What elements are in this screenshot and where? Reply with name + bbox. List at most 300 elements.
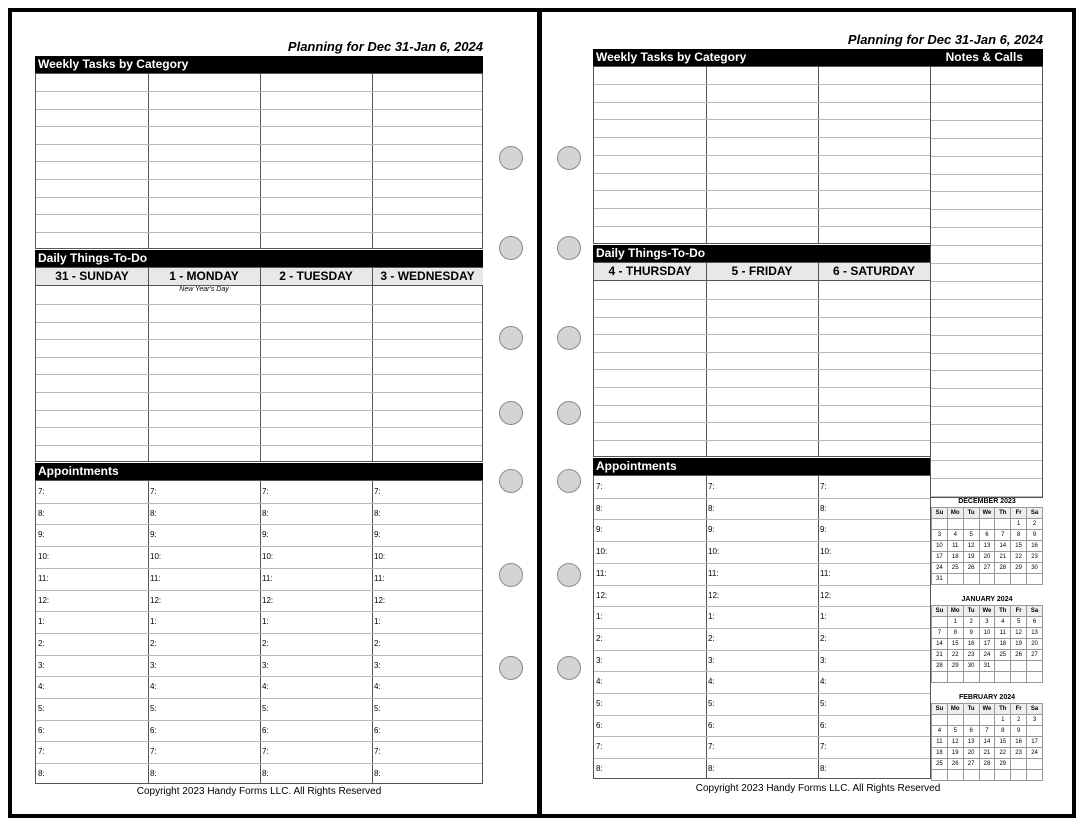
hour-label: 12: [262, 596, 274, 605]
rule-line [36, 763, 482, 764]
calendar-day: 8 [995, 726, 1011, 737]
hour-label: 8: [150, 509, 157, 518]
column-divider [372, 481, 373, 783]
hour-label: 11: [262, 574, 273, 583]
hour-label: 5: [820, 699, 827, 708]
rule-line [36, 357, 482, 358]
hour-label: 9: [38, 530, 45, 539]
rule-line [594, 693, 930, 694]
calendar-day: 30 [1027, 563, 1043, 574]
calendar-day [932, 715, 948, 726]
hour-label: 11: [38, 574, 49, 583]
rule-line [594, 715, 930, 716]
rule-line [931, 299, 1042, 300]
calendar-day [963, 770, 979, 781]
calendar-day: 10 [979, 628, 995, 639]
rule-line [594, 208, 930, 209]
hour-label: 12: [38, 596, 50, 605]
binder-hole [557, 236, 581, 260]
calendar-weekday: Tu [963, 508, 979, 519]
rule-line [36, 503, 482, 504]
hour-label: 5: [596, 699, 603, 708]
calendar-day: 3 [932, 530, 948, 541]
calendar-day: 13 [963, 737, 979, 748]
rule-line [36, 322, 482, 323]
calendar-weekday: Tu [963, 606, 979, 617]
rule-line [594, 387, 930, 388]
rule-line [36, 568, 482, 569]
hour-label: 7: [708, 482, 715, 491]
calendar-day: 3 [979, 617, 995, 628]
column-divider [706, 263, 707, 456]
rule-line [594, 628, 930, 629]
rule-line [36, 590, 482, 591]
calendar-day [1011, 672, 1027, 683]
calendar-day [947, 519, 963, 530]
calendar-day: 7 [932, 628, 948, 639]
hour-label: 4: [820, 677, 827, 686]
calendar-day [963, 715, 979, 726]
binder-hole [499, 469, 523, 493]
hour-label: 3: [38, 661, 45, 670]
hour-label: 9: [374, 530, 381, 539]
left-daily-todo-grid[interactable] [35, 267, 483, 462]
calendar-day: 4 [947, 530, 963, 541]
hour-label: 9: [262, 530, 269, 539]
calendar-day: 29 [947, 661, 963, 672]
hour-label: 11: [708, 569, 719, 578]
left-page-title: Planning for Dec 31-Jan 6, 2024 [287, 39, 483, 54]
calendar-day [947, 715, 963, 726]
rule-line [594, 226, 930, 227]
hour-label: 7: [150, 487, 157, 496]
calendar-day: 11 [947, 541, 963, 552]
hour-label: 3: [820, 656, 827, 665]
calendar-day: 24 [1027, 748, 1043, 759]
calendar-day [963, 574, 979, 585]
hour-label: 6: [708, 721, 715, 730]
calendar-day: 18 [995, 639, 1011, 650]
left-weekly-tasks-grid[interactable] [35, 73, 483, 249]
rule-line [594, 137, 930, 138]
hour-label: 10: [262, 552, 274, 561]
rule-line [931, 263, 1042, 264]
calendar-day: 19 [1011, 639, 1027, 650]
rule-line [594, 606, 930, 607]
hour-label: 12: [596, 591, 608, 600]
hour-label: 5: [150, 704, 157, 713]
calendar-day: 12 [963, 541, 979, 552]
hour-label: 4: [38, 682, 45, 691]
calendar-day: 22 [995, 748, 1011, 759]
hour-label: 4: [262, 682, 269, 691]
hour-label: 2: [262, 639, 269, 648]
calendar-day: 28 [979, 759, 995, 770]
hour-label: 7: [38, 747, 45, 756]
calendar-day: 15 [1011, 541, 1027, 552]
calendar-day: 19 [963, 552, 979, 563]
hour-label: 9: [150, 530, 157, 539]
calendar-day: 18 [932, 748, 948, 759]
calendar-weekday: Th [995, 606, 1011, 617]
rule-line [594, 650, 930, 651]
hour-label: 8: [262, 509, 269, 518]
hour-label: 5: [262, 704, 269, 713]
left-appointments-header: Appointments [35, 463, 483, 480]
binder-hole [557, 146, 581, 170]
rule-line [36, 126, 482, 127]
rule-line [594, 671, 930, 672]
calendar-day: 13 [1027, 628, 1043, 639]
calendar-day: 23 [1011, 748, 1027, 759]
binder-hole [499, 401, 523, 425]
hour-label: 7: [708, 742, 715, 751]
hour-label: 2: [596, 634, 603, 643]
binder-hole [557, 469, 581, 493]
left-appointments-grid[interactable] [35, 480, 483, 784]
calendar-table [931, 507, 1043, 585]
rule-line [931, 120, 1042, 121]
right-weekly-tasks-grid[interactable] [593, 66, 931, 244]
hour-label: 1: [262, 617, 269, 626]
right-daily-todo-header: Daily Things-To-Do [593, 245, 931, 262]
hour-label: 7: [596, 482, 603, 491]
calendar-weekday: Su [932, 606, 948, 617]
rule-line [594, 299, 930, 300]
calendar-day: 27 [1027, 650, 1043, 661]
hour-label: 2: [708, 634, 715, 643]
hour-label: 10: [38, 552, 50, 561]
calendar-table [931, 605, 1043, 683]
calendar-day [1011, 770, 1027, 781]
calendar-day: 28 [932, 661, 948, 672]
hour-label: 5: [708, 699, 715, 708]
calendar-day: 22 [947, 650, 963, 661]
calendar-day: 14 [932, 639, 948, 650]
calendar-day: 15 [947, 639, 963, 650]
hour-label: 2: [38, 639, 45, 648]
rule-line [931, 156, 1042, 157]
hour-label: 9: [820, 525, 827, 534]
calendar-weekday: Mo [947, 508, 963, 519]
hour-label: 10: [708, 547, 720, 556]
mini-calendar-december [931, 497, 1043, 585]
right-appointments-header: Appointments [593, 458, 931, 475]
rule-line [931, 317, 1042, 318]
rule-line [36, 304, 482, 305]
calendar-day: 6 [979, 530, 995, 541]
hour-label: 11: [820, 569, 831, 578]
calendar-day [932, 519, 948, 530]
calendar-day: 20 [1027, 639, 1043, 650]
notes-calls-grid[interactable] [930, 66, 1043, 498]
calendar-day [979, 574, 995, 585]
hour-label: 3: [596, 656, 603, 665]
calendar-day: 21 [932, 650, 948, 661]
hour-label: 10: [150, 552, 162, 561]
rule-line [931, 406, 1042, 407]
right-copyright: Copyright 2023 Handy Forms LLC. All Rights Reserved [695, 783, 941, 794]
calendar-day: 1 [995, 715, 1011, 726]
day-header-saturday: 6 - SATURDAY [818, 263, 930, 281]
rule-line [36, 427, 482, 428]
rule-line [36, 161, 482, 162]
calendar-day: 13 [979, 541, 995, 552]
hour-label: 8: [596, 764, 603, 773]
hour-label: 3: [150, 661, 157, 670]
calendar-day: 27 [979, 563, 995, 574]
calendar-weekday: Fr [1011, 606, 1027, 617]
calendar-day: 20 [963, 748, 979, 759]
calendar-day [947, 770, 963, 781]
rule-line [931, 478, 1042, 479]
hour-label: 12: [708, 591, 720, 600]
rule-line [36, 374, 482, 375]
calendar-day: 23 [963, 650, 979, 661]
calendar-day [1027, 759, 1043, 770]
rule-line [931, 460, 1042, 461]
calendar-day: 26 [963, 563, 979, 574]
calendar-day: 14 [995, 541, 1011, 552]
hour-label: 12: [150, 596, 162, 605]
calendar-day [995, 770, 1011, 781]
rule-line [36, 197, 482, 198]
rule-line [594, 173, 930, 174]
hour-label: 10: [820, 547, 832, 556]
column-divider [818, 476, 819, 778]
calendar-weekday: Th [995, 508, 1011, 519]
calendar-day: 8 [947, 628, 963, 639]
rule-line [594, 352, 930, 353]
hour-label: 7: [262, 487, 269, 496]
binder-hole [557, 563, 581, 587]
rule-line [594, 102, 930, 103]
rule-line [931, 335, 1042, 336]
rule-line [36, 741, 482, 742]
hour-label: 1: [38, 617, 45, 626]
calendar-day [963, 519, 979, 530]
binder-hole [557, 326, 581, 350]
calendar-day: 11 [932, 737, 948, 748]
hour-label: 3: [708, 656, 715, 665]
hour-label: 8: [38, 509, 45, 518]
hour-label: 1: [150, 617, 157, 626]
hour-label: 3: [262, 661, 269, 670]
calendar-day: 16 [1011, 737, 1027, 748]
binder-hole [499, 236, 523, 260]
calendar-day: 5 [947, 726, 963, 737]
hour-label: 10: [596, 547, 608, 556]
calendar-day: 23 [1027, 552, 1043, 563]
hour-label: 9: [708, 525, 715, 534]
rule-line [36, 109, 482, 110]
calendar-weekday: We [979, 606, 995, 617]
rule-line [36, 410, 482, 411]
calendar-day [979, 519, 995, 530]
day-header-tuesday: 2 - TUESDAY [260, 268, 372, 286]
binder-hole [557, 656, 581, 680]
calendar-day: 9 [963, 628, 979, 639]
calendar-day [932, 617, 948, 628]
hour-label: 7: [374, 747, 381, 756]
calendar-weekday: Fr [1011, 704, 1027, 715]
calendar-day: 28 [995, 563, 1011, 574]
hour-label: 8: [820, 504, 827, 513]
calendar-day: 12 [1011, 628, 1027, 639]
column-divider [260, 268, 261, 461]
rule-line [36, 445, 482, 446]
calendar-day: 2 [1011, 715, 1027, 726]
calendar-day: 22 [1011, 552, 1027, 563]
rule-line [594, 519, 930, 520]
day-header-wednesday: 3 - WEDNESDAY [372, 268, 483, 286]
hour-label: 7: [820, 742, 827, 751]
hour-label: 1: [708, 612, 715, 621]
right-weekly-tasks-label: Weekly Tasks by Category [596, 50, 747, 64]
hour-label: 3: [374, 661, 381, 670]
calendar-day: 17 [1027, 737, 1043, 748]
hour-label: 8: [708, 504, 715, 513]
rule-line [36, 546, 482, 547]
calendar-day: 7 [995, 530, 1011, 541]
hour-label: 4: [374, 682, 381, 691]
calendar-weekday: Sa [1027, 704, 1043, 715]
calendar-day [995, 672, 1011, 683]
rule-line [931, 174, 1042, 175]
rule-line [36, 698, 482, 699]
column-divider [148, 268, 149, 461]
calendar-day: 17 [979, 639, 995, 650]
calendar-day [979, 770, 995, 781]
calendar-day: 4 [995, 617, 1011, 628]
calendar-day: 9 [1011, 726, 1027, 737]
calendar-day [932, 770, 948, 781]
binder-hole [499, 656, 523, 680]
calendar-title: JANUARY 2024 [961, 596, 1013, 603]
day-header-monday: 1 - MONDAY [148, 268, 260, 286]
column-divider [372, 268, 373, 461]
rule-line [594, 585, 930, 586]
calendar-day [947, 672, 963, 683]
calendar-day: 26 [1011, 650, 1027, 661]
hour-label: 6: [150, 726, 157, 735]
rule-line [36, 339, 482, 340]
calendar-day: 14 [979, 737, 995, 748]
day-header-thursday: 4 - THURSDAY [594, 263, 706, 281]
calendar-day: 9 [1027, 530, 1043, 541]
left-weekly-tasks-header: Weekly Tasks by Category [35, 56, 483, 73]
calendar-day: 19 [947, 748, 963, 759]
rule-line [36, 91, 482, 92]
hour-label: 8: [596, 504, 603, 513]
calendar-day [995, 519, 1011, 530]
calendar-title: FEBRUARY 2024 [958, 694, 1016, 701]
hour-label: 11: [596, 569, 607, 578]
calendar-title: DECEMBER 2023 [958, 498, 1016, 505]
calendar-day: 20 [979, 552, 995, 563]
calendar-day: 12 [947, 737, 963, 748]
rule-line [36, 144, 482, 145]
calendar-weekday: Sa [1027, 508, 1043, 519]
rule-line [931, 245, 1042, 246]
calendar-day: 21 [995, 552, 1011, 563]
hour-label: 4: [150, 682, 157, 691]
calendar-day: 11 [995, 628, 1011, 639]
calendar-day: 24 [932, 563, 948, 574]
calendar-day: 27 [963, 759, 979, 770]
rule-line [931, 191, 1042, 192]
mini-calendar-february [931, 693, 1043, 781]
column-divider [818, 263, 819, 456]
right-weekly-tasks-header [593, 49, 1043, 66]
calendar-day: 6 [1027, 617, 1043, 628]
rule-line [594, 736, 930, 737]
rule-line [36, 676, 482, 677]
hour-label: 6: [262, 726, 269, 735]
calendar-day [1027, 661, 1043, 672]
calendar-day [1027, 574, 1043, 585]
left-copyright: Copyright 2023 Handy Forms LLC. All Rights Reserved [136, 786, 382, 797]
calendar-weekday: Sa [1027, 606, 1043, 617]
calendar-day [979, 672, 995, 683]
calendar-day: 17 [932, 552, 948, 563]
hour-label: 6: [374, 726, 381, 735]
column-divider [706, 476, 707, 778]
rule-line [36, 655, 482, 656]
hour-label: 12: [374, 596, 386, 605]
hour-label: 1: [596, 612, 603, 621]
right-daily-todo-grid[interactable] [593, 262, 931, 457]
calendar-day: 29 [995, 759, 1011, 770]
hour-label: 2: [820, 634, 827, 643]
hour-label: 5: [374, 704, 381, 713]
rule-line [594, 758, 930, 759]
hour-label: 11: [374, 574, 385, 583]
calendar-day: 16 [963, 639, 979, 650]
calendar-table [931, 703, 1043, 781]
rule-line [594, 369, 930, 370]
calendar-day: 15 [995, 737, 1011, 748]
column-divider [148, 481, 149, 783]
hour-label: 7: [820, 482, 827, 491]
rule-line [931, 424, 1042, 425]
rule-line [594, 317, 930, 318]
rule-line [931, 281, 1042, 282]
calendar-day [1011, 661, 1027, 672]
calendar-weekday: We [979, 508, 995, 519]
calendar-day: 26 [947, 759, 963, 770]
rule-line [36, 392, 482, 393]
hour-label: 2: [150, 639, 157, 648]
hour-label: 8: [38, 769, 45, 778]
rule-line [594, 405, 930, 406]
hour-label: 4: [596, 677, 603, 686]
hour-label: 11: [150, 574, 161, 583]
rule-line [594, 422, 930, 423]
holiday-note: New Year's Day [179, 286, 229, 293]
calendar-weekday: Th [995, 704, 1011, 715]
calendar-day: 10 [932, 541, 948, 552]
hour-label: 1: [374, 617, 381, 626]
rule-line [594, 498, 930, 499]
calendar-day [963, 672, 979, 683]
calendar-day: 31 [932, 574, 948, 585]
calendar-day: 5 [963, 530, 979, 541]
rule-line [36, 179, 482, 180]
calendar-day: 3 [1027, 715, 1043, 726]
right-appointments-grid[interactable] [593, 475, 931, 779]
rule-line [594, 563, 930, 564]
